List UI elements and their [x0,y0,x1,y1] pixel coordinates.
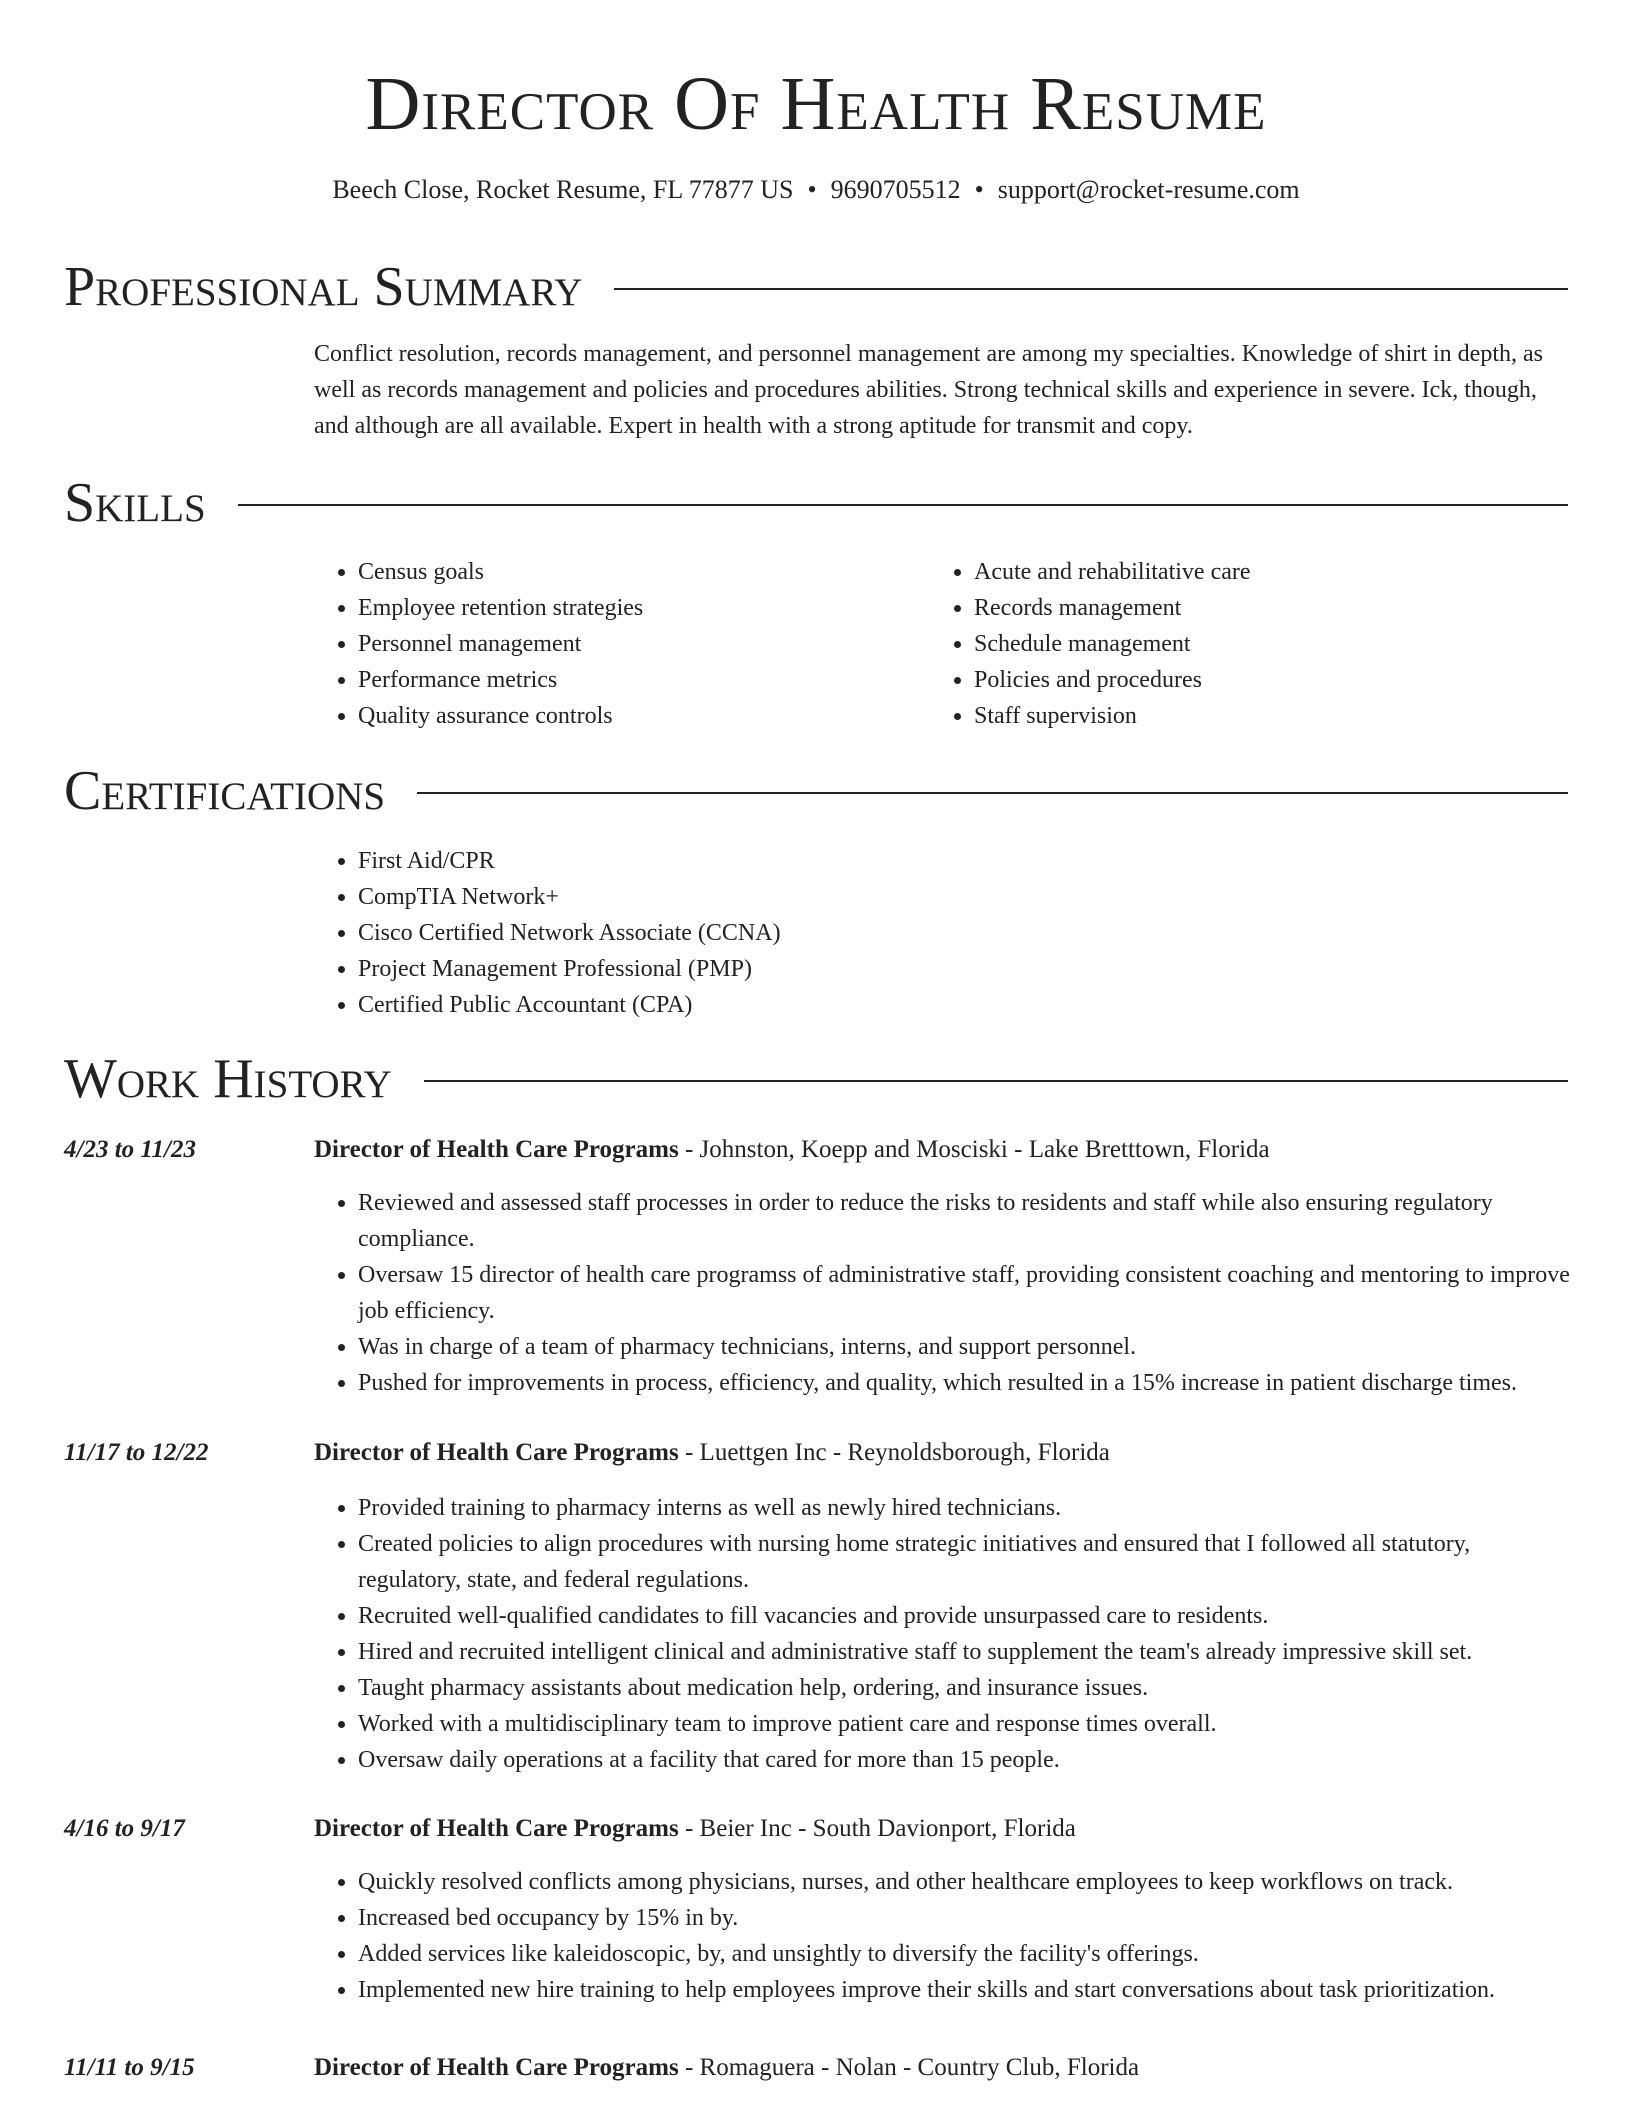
section-divider [424,1080,1568,1082]
job-employer-location: - Johnston, Koepp and Mosciski - Lake Bretttown, Florida [678,1136,1270,1163]
skill-item: • Schedule management [974,626,1530,662]
section-divider [614,288,1568,290]
skill-item: • Policies and procedures [974,662,1530,698]
job-title: Director of Health Care Programs [314,2054,679,2081]
skill-item: • Performance metrics [358,662,894,698]
skills-list [930,554,1530,734]
duties-list [314,1490,1574,1778]
skills-column-2 [930,554,1530,734]
skill-item: • Census goals [358,554,894,590]
job-duties [314,1864,1574,2008]
job-employer-location: - Beier Inc - South Davionport, Florida [678,1815,1076,1842]
job-dates: 4/23 to 11/23 [64,1136,196,1163]
duty-item: • Provided training to pharmacy interns as well as newly hired technicians. [358,1490,1574,1526]
job-employer-location: - Romaguera - Nolan - Country Club, Florida [678,2054,1140,2081]
section-heading-certifications [64,756,1568,826]
section-title: Professional Summary [64,256,583,318]
job-header [314,1435,1568,1471]
section-heading-skills [64,468,1568,538]
job-duties [314,1185,1574,1401]
job-header [314,2050,1568,2086]
skill-item: • Quality assurance controls [358,698,894,734]
duty-item: • Created policies to align procedures with nursing home strategic initiatives and ensured that I followed all statutory, regulatory, state, and federal regulations. [358,1526,1574,1598]
job-dates: 11/11 to 9/15 [64,2054,195,2081]
skill-item: • Staff supervision [974,698,1530,734]
duty-item: • Hired and recruited intelligent clinical and administrative staff to supplement the team's already impressive skill set. [358,1634,1574,1670]
duty-item: • Implemented new hire training to help employees improve their skills and start conversations about task prioritization. [358,1972,1574,2008]
skill-item: • Acute and rehabilitative care [974,554,1530,590]
section-divider [238,504,1568,506]
certifications-list [314,843,1314,1023]
contact-line [0,172,1632,208]
skill-item: • Records management [974,590,1530,626]
certification-item: • First Aid/CPR [358,843,1314,879]
duty-item: • Was in charge of a team of pharmacy technicians, interns, and support personnel. [358,1329,1574,1365]
job-duties [314,1490,1574,1778]
resume-title: Director Of Health Resume [365,62,1267,146]
skill-item: • Personnel management [358,626,894,662]
duty-item: • Quickly resolved conflicts among physicians, nurses, and other healthcare employees to keep workflows on track. [358,1864,1574,1900]
section-title: Certifications [64,760,386,822]
job-header [314,1811,1568,1847]
duty-item: • Reviewed and assessed staff processes in order to reduce the risks to residents and staff while also ensuring regulatory compliance. [358,1185,1574,1257]
certification-item: • Cisco Certified Network Associate (CCNA) [358,915,1314,951]
section-divider [417,792,1568,794]
duty-item: • Recruited well-qualified candidates to fill vacancies and provide unsurpassed care to residents. [358,1598,1574,1634]
certification-item: • Certified Public Accountant (CPA) [358,987,1314,1023]
skills-list [314,554,894,734]
job-title: Director of Health Care Programs [314,1439,679,1466]
contact-phone: 9690705512 [830,175,961,204]
duty-item: • Taught pharmacy assistants about medication help, ordering, and insurance issues. [358,1670,1574,1706]
contact-separator: • [974,175,984,204]
certification-item: • CompTIA Network+ [358,879,1314,915]
summary-text: Conflict resolution, records management, and personnel management are among my specialties. Knowledge of shirt in depth, as well as records management and policies and procedures abilities. Strong technical skills and experience in severe. Ick, though, and although are all available. Expert in health with a strong aptitude for transmit and copy. [314,341,1543,439]
duty-item: • Increased bed occupancy by 15% in by. [358,1900,1574,1936]
duty-item: • Oversaw 15 director of health care programss of administrative staff, providing consistent coaching and mentoring to improve job efficiency. [358,1257,1574,1329]
duty-item: • Oversaw daily operations at a facility that cared for more than 15 people. [358,1742,1574,1778]
section-title: Skills [64,472,206,534]
contact-separator: • [807,175,817,204]
duties-list [314,1864,1574,2008]
section-title: Work History [64,1048,392,1110]
skill-item: • Employee retention strategies [358,590,894,626]
certification-item: • Project Management Professional (PMP) [358,951,1314,987]
duty-item: • Added services like kaleidoscopic, by, and unsightly to diversify the facility's offerings. [358,1936,1574,1972]
contact-address: Beech Close, Rocket Resume, FL 77877 US [332,175,794,204]
job-employer-location: - Luettgen Inc - Reynoldsborough, Florida [678,1439,1110,1466]
duty-item: • Worked with a multidisciplinary team to improve patient care and response times overall. [358,1706,1574,1742]
certifications-block [314,843,1314,1023]
section-heading-work-history [64,1044,1568,1114]
job-dates: 4/16 to 9/17 [64,1815,185,1842]
skills-column-1 [314,554,894,734]
job-header [314,1132,1568,1168]
job-dates: 11/17 to 12/22 [64,1439,209,1466]
job-title: Director of Health Care Programs [314,1815,679,1842]
duties-list [314,1185,1574,1401]
job-title: Director of Health Care Programs [314,1136,679,1163]
duty-item: • Pushed for improvements in process, efficiency, and quality, which resulted in a 15% increase in patient discharge times. [358,1365,1574,1401]
contact-email: support@rocket-resume.com [997,175,1300,204]
section-heading-summary [64,252,1568,322]
